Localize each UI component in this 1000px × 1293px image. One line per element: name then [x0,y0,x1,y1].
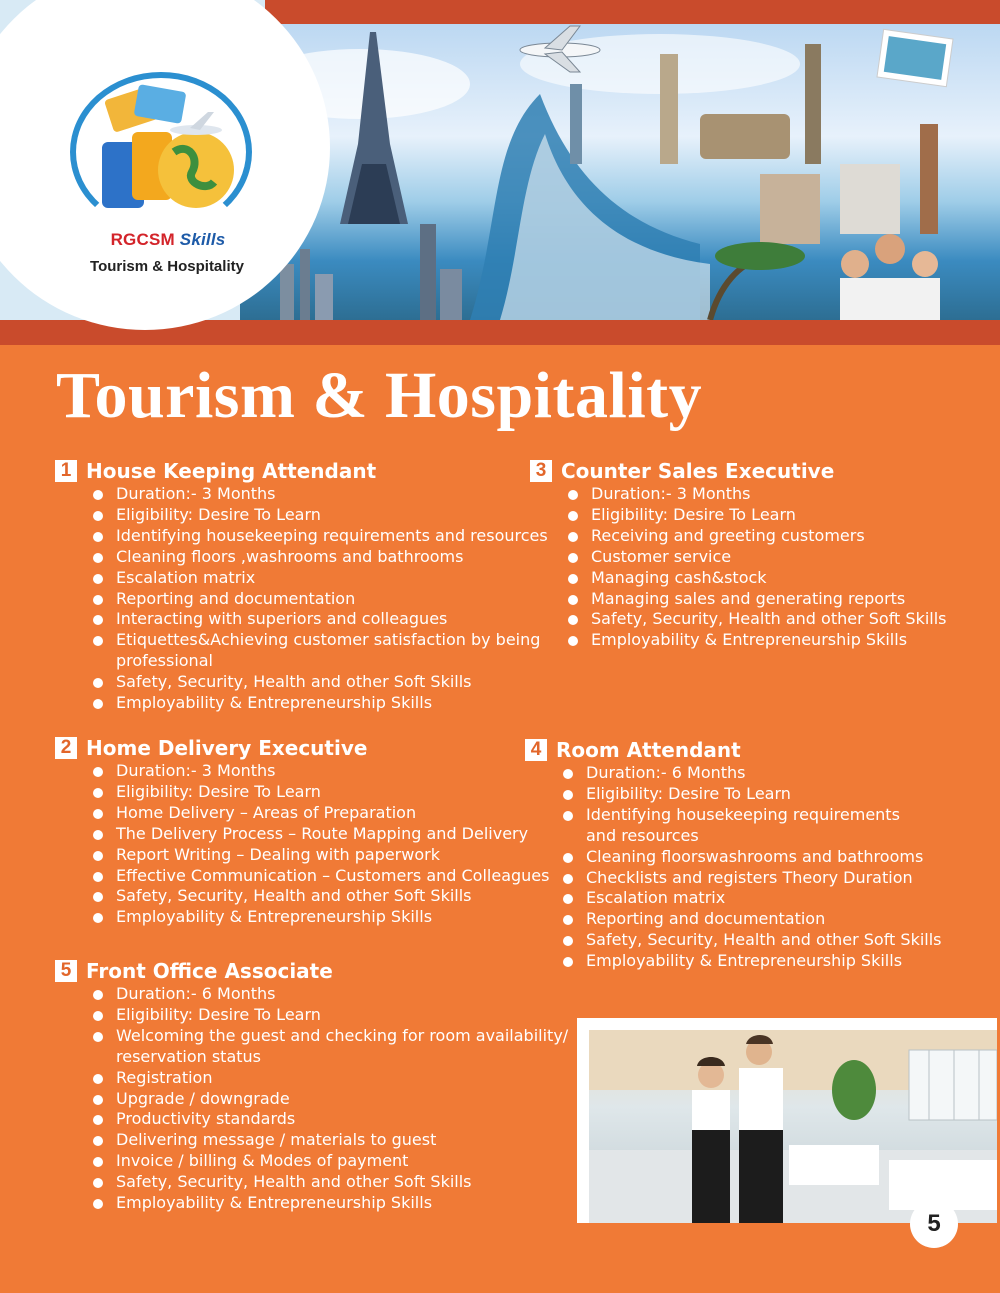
list-item: Eligibility: Desire To Learn [91,1005,568,1026]
list-item: Receiving and greeting customers [566,526,947,547]
course-topics-list [55,761,549,928]
list-item: Eligibility: Desire To Learn [566,505,947,526]
list-item: Managing sales and generating reports [566,589,947,610]
section-house-keeping-attendant [55,458,548,714]
section-home-delivery-executive [55,735,549,928]
list-item: Eligibility: Desire To Learn [561,784,942,805]
header-banner [0,0,1000,345]
travel-luggage-globe-icon [96,82,236,217]
hospitality-staff-photo [577,1018,997,1223]
list-item: Duration:- 3 Months [91,484,548,505]
list-item: The Delivery Process – Route Mapping and Delivery [91,824,549,845]
course-topics-list [55,984,568,1214]
section-number: 1 [55,460,77,482]
list-item: Employability & Entrepreneurship Skills [91,693,548,714]
section-number: 5 [55,960,77,982]
list-item: Effective Communication – Customers and Colleagues [91,866,549,887]
travel-collage-graphic [240,24,1000,320]
list-item [561,805,942,847]
section-front-office-associate [55,958,568,1214]
list-item: Safety, Security, Health and other Soft Skills [91,886,549,907]
list-item: Safety, Security, Health and other Soft Skills [91,672,548,693]
list-item: Safety, Security, Health and other Soft Skills [561,930,942,951]
logo-subtitle: Tourism & Hospitality [90,258,244,275]
list-item: Escalation matrix [561,888,942,909]
list-item: Report Writing – Dealing with paperwork [91,845,549,866]
list-item: Duration:- 3 Months [91,761,549,782]
list-item: Upgrade / downgrade [91,1089,568,1110]
list-item [91,1026,568,1068]
list-item-text: Identifying housekeeping requirements [586,804,900,824]
list-item-text: Etiquettes&Achieving customer satisfaction by being [116,630,541,650]
list-item: Productivity standards [91,1109,568,1130]
section-title: Home Delivery Executive [86,736,368,760]
list-item-text: Welcoming the guest and checking for room availability/ [116,1025,569,1045]
course-topics-list [55,484,548,714]
list-item: Delivering message / materials to guest [91,1130,568,1151]
section-number: 3 [530,460,552,482]
course-topics-list [525,763,942,972]
section-number: 4 [525,739,547,761]
list-item: Identifying housekeeping requirements and resources [91,526,548,547]
list-item: Safety, Security, Health and other Soft Skills [91,1172,568,1193]
travel-collage-image [240,24,1000,320]
list-item: Duration:- 3 Months [566,484,947,505]
list-item: Invoice / billing & Modes of payment [91,1151,568,1172]
brand-skills-text: Skills [179,230,226,249]
restaurant-staff-image [589,1030,997,1223]
section-number: 2 [55,737,77,759]
brand-logo-text [88,230,248,250]
section-title: House Keeping Attendant [86,459,377,483]
list-item-continuation: reservation status [116,1046,261,1066]
list-item: Duration:- 6 Months [561,763,942,784]
list-item [91,630,548,672]
list-item: Duration:- 6 Months [91,984,568,1005]
list-item: Reporting and documentation [561,909,942,930]
section-counter-sales-executive [530,458,947,651]
page-number: 5 [910,1200,958,1248]
list-item: Employability & Entrepreneurship Skills [91,907,549,928]
section-title: Room Attendant [556,738,741,762]
course-topics-list [530,484,947,651]
list-item: Customer service [566,547,947,568]
list-item: Eligibility: Desire To Learn [91,505,548,526]
city-skyline [280,224,462,320]
list-item: Home Delivery – Areas of Preparation [91,803,549,824]
list-item: Eligibility: Desire To Learn [91,782,549,803]
list-item: Employability & Entrepreneurship Skills [561,951,942,972]
top-strip [265,0,1000,24]
list-item: Cleaning floorswashrooms and bathrooms [561,847,942,868]
list-item-continuation: and resources [586,825,699,845]
family-photo [840,234,940,320]
list-item: Checklists and registers Theory Duration [561,868,942,889]
section-room-attendant [525,737,942,972]
list-item: Escalation matrix [91,568,548,589]
list-item: Registration [91,1068,568,1089]
list-item: Interacting with superiors and colleagues [91,609,548,630]
list-item: Cleaning floors ,washrooms and bathrooms [91,547,548,568]
brand-main-text: RGCSM [110,230,175,249]
list-item: Employability & Entrepreneurship Skills [91,1193,568,1214]
list-item: Safety, Security, Health and other Soft Skills [566,609,947,630]
list-item: Employability & Entrepreneurship Skills [566,630,947,651]
section-title: Front Office Associate [86,959,333,983]
page-title: Tourism & Hospitality [56,359,703,432]
list-item-continuation: professional [116,651,213,671]
list-item: Reporting and documentation [91,589,548,610]
list-item: Managing cash&stock [566,568,947,589]
section-title: Counter Sales Executive [561,459,835,483]
